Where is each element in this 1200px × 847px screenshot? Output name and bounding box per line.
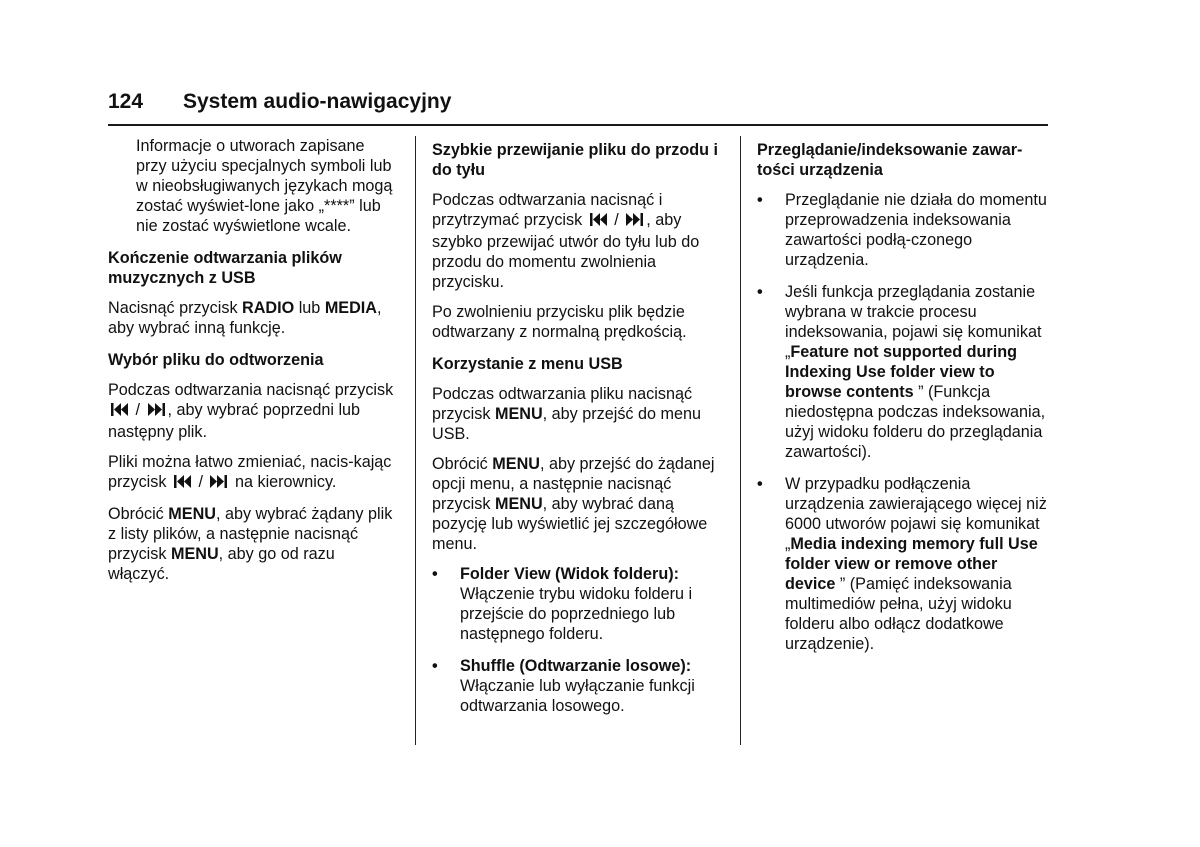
- bullet-marker: •: [432, 657, 438, 675]
- list-item: [432, 564, 732, 644]
- heading-usb-menu: Korzystanie z menu USB: [432, 355, 623, 373]
- bullet-marker: •: [757, 191, 763, 209]
- skip-next-icon: [148, 402, 165, 422]
- release-paragraph: Po zwolnieniu przycisku plik będzie odtwarzany z normalną prędkością.: [432, 303, 687, 341]
- heading-fast-forward: Szybkie przewijanie pliku do przodu i do tyłu: [432, 141, 719, 179]
- column-left: [108, 136, 398, 594]
- bullet-marker: •: [757, 283, 763, 301]
- fast-forward-paragraph: Podczas odtwarzania nacisnąć i przytrzymać przycisk / , aby szybko przewijać utwór do tyłu lub do przodu do momentu zwolnienia przycisku.: [432, 191, 700, 291]
- message-feature-not-supported: Feature not supported during Indexing Use folder view to browse contents: [785, 343, 1018, 401]
- usb-menu-paragraph: Podczas odtwarzania pliku nacisnąć przycisk MENU, aby przejść do menu USB.: [432, 385, 701, 443]
- usb-menu-options-list: [432, 564, 732, 716]
- message-media-indexing-full: Media indexing memory full Use folder view or remove other device: [785, 535, 1038, 593]
- bullet-marker: •: [432, 565, 438, 583]
- skip-next-icon: [210, 474, 227, 494]
- browse-notes-list: [757, 190, 1049, 654]
- skip-previous-icon: [111, 402, 128, 422]
- column-right: [757, 136, 1049, 666]
- column-divider: [415, 136, 416, 745]
- page-header: [108, 90, 1048, 126]
- skip-previous-icon: [590, 212, 607, 232]
- option-title: Folder View (Widok folderu):: [460, 565, 679, 583]
- page-number: 124: [108, 90, 144, 113]
- list-item: • W przypadku podłączenia urządzenia zawierającego więcej niż 6000 utworów pojawi się komunikat „Media indexing memory full Use folder view or remove other device ” (Pamięć indeksowania multimediów pełna, użyj widoku folderu albo odłącz dodatkowe urządzenie).: [757, 475, 1047, 653]
- list-item: • Przeglądanie nie działa do momentu przeprowadzenia indeksowania zawartości podłą-czonego urządzenia.: [757, 191, 1047, 269]
- list-item: [432, 656, 732, 716]
- section-title: System audio-nawigacyjny: [183, 90, 452, 113]
- intro-paragraph: Informacje o utworach zapisane przy użyciu specjalnych symboli lub w nieobsługiwanych językach mogą zostać wyświet-lone jako „****” lub nie zostać wyświetlone wcale.: [136, 137, 393, 235]
- skip-next-icon: [626, 212, 643, 232]
- heading-end-playback: Kończenie odtwarzania plików muzycznych z USB: [108, 249, 342, 287]
- column-divider: [740, 136, 741, 745]
- rotate-menu-option-paragraph: Obrócić MENU, aby przejść do żądanej opcji menu, a następnie nacisnąć przycisk MENU, aby wybrać daną pozycję lub wyświetlić jej szczegółowe menu.: [432, 455, 715, 553]
- heading-select-file: Wybór pliku do odtworzenia: [108, 351, 324, 369]
- list-item: • Jeśli funkcja przeglądania zostanie wybrana w trakcie procesu indeksowania, pojawi się komunikat „Feature not supported during Indexing Use folder view to browse contents ” (Funkcja niedostępna podczas indeksowania, użyj widoku folderu do przeglądania zawartości).: [757, 283, 1046, 461]
- end-playback-paragraph: Nacisnąć przycisk RADIO lub MEDIA, aby wybrać inną funkcję.: [108, 299, 382, 337]
- select-file-paragraph: Podczas odtwarzania nacisnąć przycisk / , aby wybrać poprzedni lub następny plik.: [108, 381, 394, 441]
- option-description: Włączanie lub wyłączanie funkcji odtwarzania losowego.: [460, 677, 695, 715]
- heading-browse-index: Przeglądanie/indeksowanie zawar-tości urządzenia: [757, 141, 1023, 179]
- rotate-menu-paragraph: Obrócić MENU, aby wybrać żądany plik z listy plików, a następnie nacisnąć przycisk MENU, aby go od razu włączyć.: [108, 505, 393, 583]
- bullet-marker: •: [757, 475, 763, 493]
- option-description: Włączenie trybu widoku folderu i przejście do poprzedniego lub następnego folderu.: [460, 585, 693, 643]
- steering-wheel-paragraph: Pliki można łatwo zmieniać, nacis-kając przycisk / na kierownicy.: [108, 452, 398, 494]
- column-middle: [432, 136, 732, 728]
- skip-previous-icon: [174, 474, 191, 494]
- option-title: Shuffle (Odtwarzanie losowe):: [460, 657, 692, 675]
